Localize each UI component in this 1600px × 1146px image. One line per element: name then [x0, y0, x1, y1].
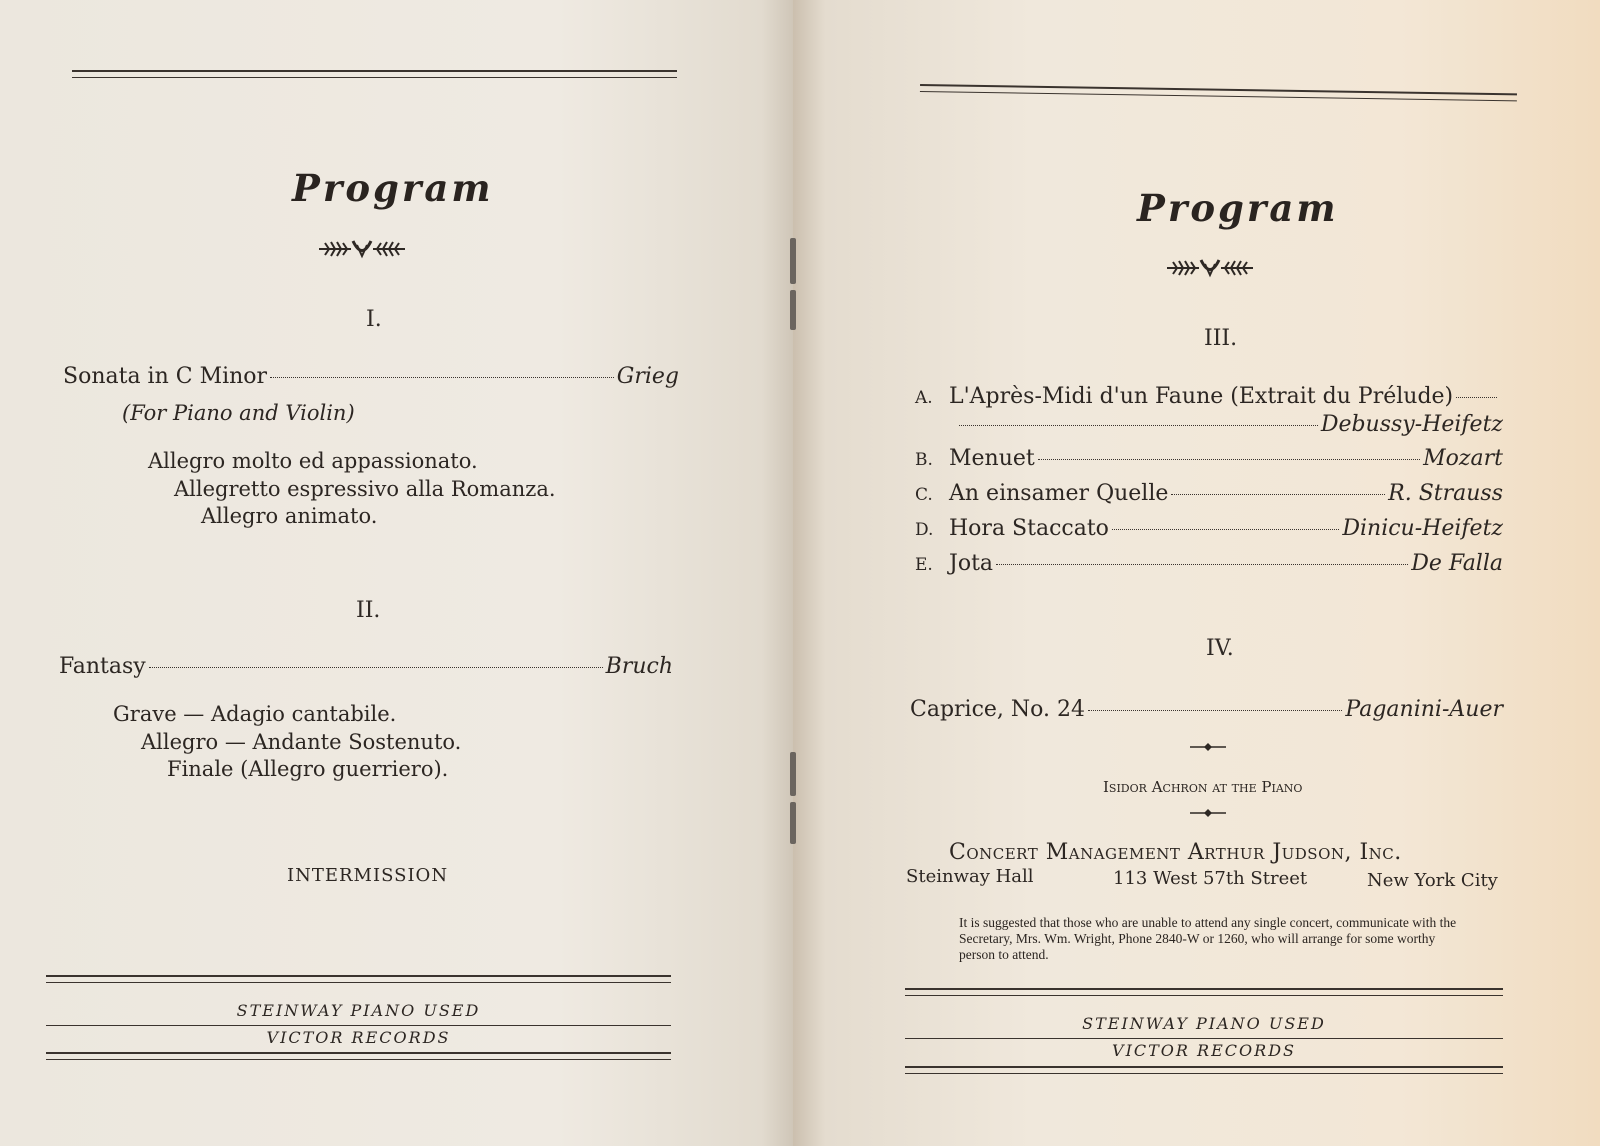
- footer-line-2: VICTOR RECORDS: [266, 1028, 451, 1047]
- program-entry-d: [915, 516, 1503, 541]
- leader-dots: [149, 667, 603, 668]
- leader-dots: [1112, 529, 1339, 530]
- footer-rule: [905, 988, 1503, 996]
- work-title: Caprice, No. 24: [910, 697, 1086, 722]
- part-numeral-3: III.: [1204, 326, 1238, 351]
- intermission-label: INTERMISSION: [287, 865, 449, 886]
- leader-dots: [1456, 397, 1497, 398]
- composer: De Falla: [1411, 551, 1503, 576]
- leader-dots: [959, 425, 1318, 426]
- top-rule: [920, 84, 1517, 101]
- pianist-credit: Isidor Achron at the Piano: [1103, 778, 1303, 796]
- work-title: Jota: [949, 551, 994, 576]
- management-city: New York City: [1367, 870, 1498, 891]
- item-letter: B.: [915, 450, 933, 470]
- work-title: Menuet: [949, 446, 1035, 471]
- right-page: [793, 0, 1600, 1146]
- item-letter: C.: [915, 485, 933, 505]
- page-title: Program: [292, 166, 494, 210]
- staple: [790, 290, 796, 330]
- program-entry-a-composer: [956, 412, 1503, 437]
- program-entry-c: [915, 481, 1503, 506]
- work-title: Sonata in C Minor: [63, 364, 268, 389]
- management-name: Concert Management Arthur Judson, Inc.: [949, 840, 1402, 865]
- work-note: (For Piano and Violin): [122, 401, 355, 425]
- bottom-rule: [905, 1066, 1503, 1074]
- staple: [790, 238, 796, 284]
- page-title: Program: [1137, 186, 1339, 230]
- footer-divider: [46, 1025, 671, 1026]
- work-title: L'Après-Midi d'un Faune (Extrait du Prélude): [949, 384, 1454, 409]
- ornament-icon: [1165, 255, 1255, 281]
- staple: [790, 752, 796, 796]
- work-title: An einsamer Quelle: [949, 481, 1169, 506]
- footer-divider: [905, 1038, 1503, 1039]
- leader-dots: [1171, 494, 1385, 495]
- work-title: Fantasy: [59, 654, 146, 679]
- composer: Mozart: [1423, 446, 1503, 471]
- footer-line-1: STEINWAY PIANO USED: [236, 1001, 481, 1020]
- footer-line-2: VICTOR RECORDS: [1112, 1041, 1296, 1060]
- part-numeral-4: IV.: [1206, 636, 1234, 661]
- separator-icon: [1190, 742, 1226, 752]
- leader-dots: [1088, 710, 1342, 711]
- item-letter: E.: [915, 555, 933, 575]
- leader-dots: [270, 377, 614, 378]
- composer: Bruch: [605, 654, 673, 679]
- item-letter: D.: [915, 520, 934, 540]
- movement: Allegretto espressivo alla Romanza.: [174, 477, 556, 501]
- staple: [790, 802, 796, 844]
- program-entry-fantasy: [59, 654, 673, 679]
- composer: R. Strauss: [1388, 481, 1503, 506]
- footer-rule: [46, 975, 671, 983]
- program-entry-e: [915, 551, 1503, 576]
- work-title: Hora Staccato: [949, 516, 1109, 541]
- program-entry-b: [915, 446, 1503, 471]
- movement: Grave — Adagio cantabile.: [113, 702, 397, 726]
- top-rule: [72, 70, 677, 78]
- composer: Debussy-Heifetz: [1320, 412, 1503, 437]
- item-letter: A.: [915, 388, 933, 408]
- program-entry-a: [915, 384, 1500, 409]
- part-numeral-2: II.: [356, 598, 381, 623]
- footer-line-1: STEINWAY PIANO USED: [1082, 1014, 1326, 1033]
- program-entry-sonata: [63, 364, 679, 389]
- movement: Finale (Allegro guerriero).: [167, 757, 449, 781]
- composer: Dinicu-Heifetz: [1342, 516, 1503, 541]
- movement: Allegro — Andante Sostenuto.: [141, 730, 462, 754]
- composer: Grieg: [616, 364, 679, 389]
- leader-dots: [996, 564, 1408, 565]
- leader-dots: [1038, 459, 1420, 460]
- attendance-notice: It is suggested that those who are unable to attend any single concert, communicate with the Secretary, Mrs. Wm. Wright, Phone 2840-W or 1260, who will arrange for some worthy person to attend.: [959, 915, 1457, 962]
- left-page: [0, 0, 793, 1146]
- management-address: 113 West 57th Street: [1113, 868, 1308, 889]
- program-entry-caprice: [910, 697, 1503, 722]
- separator-icon: [1190, 808, 1226, 818]
- movement: Allegro animato.: [201, 504, 378, 528]
- composer: Paganini-Auer: [1345, 697, 1503, 722]
- bottom-rule: [46, 1052, 671, 1060]
- management-hall: Steinway Hall: [906, 866, 1034, 887]
- ornament-icon: [317, 236, 407, 262]
- part-numeral-1: I.: [366, 307, 382, 332]
- movement: Allegro molto ed appassionato.: [148, 449, 478, 473]
